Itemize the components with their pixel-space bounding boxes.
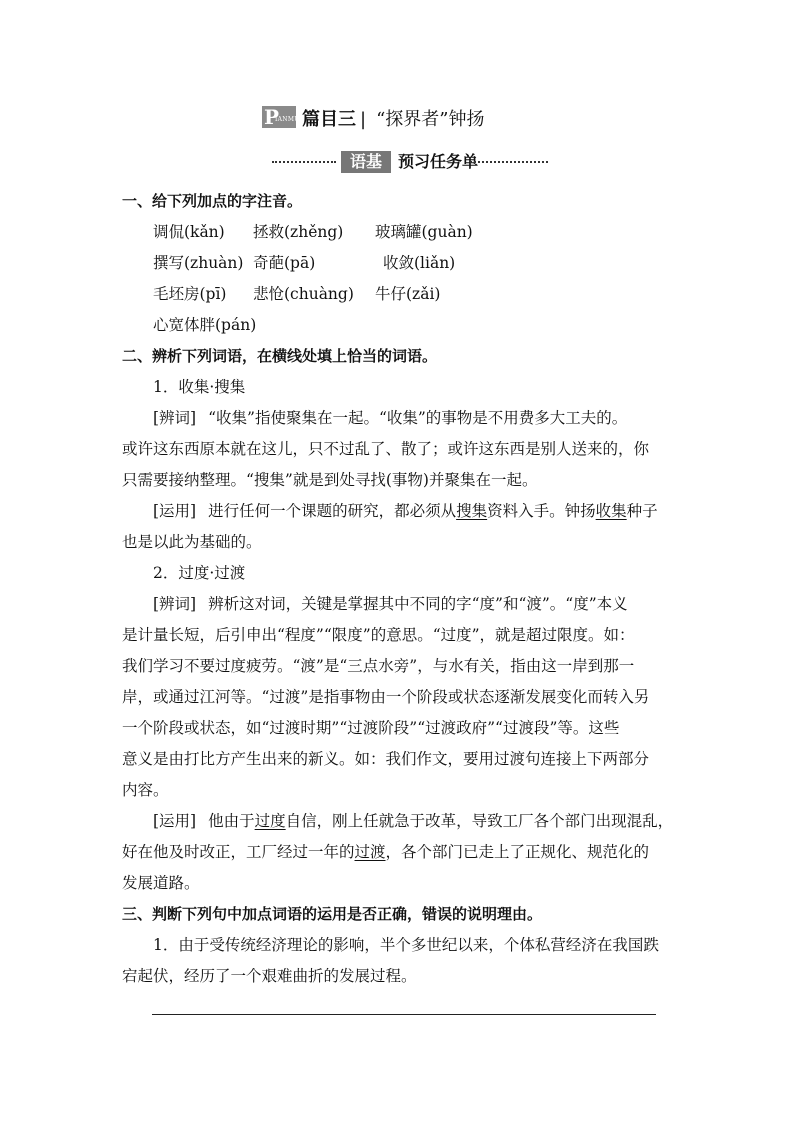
dotted-divider-right: [470, 161, 548, 163]
pinyin-item: 心宽体胖(pán): [153, 316, 257, 334]
answer-word: 收集: [595, 502, 627, 520]
yunyong-text: 进行任何一个课题的研究，都必须从: [208, 502, 457, 520]
logo-small-text: IANMU: [275, 116, 300, 123]
yunyong-tag: [运用]: [153, 502, 197, 520]
pinyin-item: 玻璃罐(guàn): [375, 223, 473, 241]
section-header: [0, 150, 794, 174]
bianci-text: 意义是由打比方产生出来的新义。如：我们作文，要用过渡句连接上下两部分: [122, 750, 650, 768]
content-body: [122, 186, 678, 992]
item1-yunyong-line: [122, 496, 678, 527]
item2-yunyong-line: [122, 806, 678, 837]
pinyin-item: 牛仔(zǎi): [375, 285, 441, 303]
bianci-text: 或许这东西原本就在这儿，只不过乱了、散了；或许这东西是别人送来的，你: [122, 440, 650, 458]
bianci-text: “收集”指使聚集在一起。“收集”的事物是不用费多大工夫的。: [208, 409, 628, 427]
yunyong-text: 资料入手。钟扬: [487, 502, 596, 520]
yunyong-tag: [运用]: [153, 812, 197, 830]
pinyin-item: 奇葩(pā): [253, 254, 316, 272]
pinyin-item: 撰写(zhuàn): [153, 254, 244, 272]
item2-yunyong-line2: [122, 837, 678, 868]
bianci-text: 是计量长短，后引申出“程度”“限度”的意思。“过度”，就是超过限度。如：: [122, 626, 635, 644]
yunyong-text: 种子: [626, 502, 658, 520]
question-text: 宕起伏，经历了一个艰难曲折的发展过程。: [122, 967, 417, 985]
pianmu-logo: [262, 105, 300, 129]
yunyong-text: ，各个部门已走上了正规化、规范化的: [385, 843, 650, 861]
item1-title: 1．收集·搜集: [153, 378, 246, 396]
yunyong-text: 发展道路。: [122, 874, 200, 892]
logo-letter: P: [264, 105, 280, 129]
answer-word: 过渡: [354, 843, 386, 861]
item2-bianci-line: [122, 589, 678, 620]
bianci-text: 一个阶段或状态，如“过渡时期”“过渡阶段”“过渡政府”“过渡段”等。这些: [122, 719, 620, 737]
bianci-text: 岸，或通过江河等。“过渡”是指事物由一个阶段或状态逐渐发展变化而转入另: [122, 688, 650, 706]
chapter-subtitle: “探界者”钟扬: [376, 109, 485, 130]
pinyin-row: [122, 248, 678, 279]
page-header: [0, 103, 794, 131]
answer-blank-line[interactable]: [152, 1014, 656, 1015]
chapter-label: 篇目三: [302, 109, 356, 130]
section-badge: 语基: [341, 151, 391, 173]
page-title: [302, 105, 484, 131]
bianci-text: 内容。: [122, 781, 169, 799]
pinyin-row: [122, 279, 678, 310]
yunyong-text: 自信，刚上任就急于改革，导致工厂各个部门出现混乱，: [285, 812, 674, 830]
answer-word: 过度: [254, 812, 286, 830]
item2-title: 2．过度·过渡: [153, 564, 246, 582]
pinyin-item: 调侃(kǎn): [153, 223, 225, 241]
pinyin-item: 悲怆(chuàng): [253, 285, 354, 303]
yunyong-text: 他由于: [208, 812, 255, 830]
bianci-text: 辨析这对词，关键是掌握其中不同的字“度”和“渡”。“度”本义: [208, 595, 628, 613]
part3-heading: 三、判断下列句中加点词语的运用是否正确，错误的说明理由。: [122, 905, 543, 923]
item1-bianci-line: [122, 403, 678, 434]
pinyin-item: 拯救(zhěng): [253, 223, 344, 241]
bianci-text: 我们学习不要过度疲劳。“渡”是“三点水旁”，与水有关，指由这一岸到那一: [122, 657, 635, 675]
yunyong-text: 好在他及时改正，工厂经过一年的: [122, 843, 355, 861]
answer-word: 搜集: [456, 502, 488, 520]
pinyin-item: 毛坯房(pī): [153, 285, 227, 303]
section-title: 预习任务单: [398, 152, 479, 171]
yunyong-text: 也是以此为基础的。: [122, 533, 262, 551]
part2-heading: 二、辨析下列词语，在横线处填上恰当的词语。: [122, 347, 438, 365]
dotted-divider-left: [272, 161, 336, 163]
pinyin-item: 收敛(liǎn): [383, 254, 456, 272]
bianci-tag: [辨词]: [153, 595, 197, 613]
pinyin-row: [122, 310, 678, 341]
bianci-text: 只需要接纳整理。“搜集”就是到处寻找(事物)并聚集在一起。: [122, 471, 538, 489]
title-separator: |: [360, 109, 367, 130]
question-text: 1．由于受传统经济理论的影响，半个多世纪以来，个体私营经济在我国跌: [153, 936, 659, 954]
pinyin-row: [122, 217, 678, 248]
part1-heading: 一、给下列加点的字注音。: [122, 192, 303, 210]
bianci-tag: [辨词]: [153, 409, 197, 427]
